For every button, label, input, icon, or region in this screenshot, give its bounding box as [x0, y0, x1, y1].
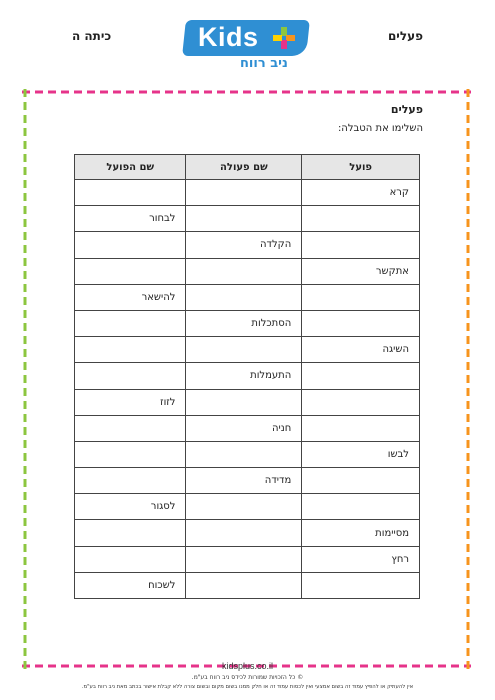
table-cell[interactable] — [186, 284, 302, 310]
column-header: שם פעולה — [186, 155, 302, 180]
table-cell[interactable] — [75, 546, 186, 572]
table-row — [75, 310, 420, 336]
table-cell: להישאר — [75, 284, 186, 310]
table-cell: התעמלות — [186, 363, 302, 389]
table-cell[interactable] — [186, 258, 302, 284]
column-header: פועל — [302, 155, 420, 180]
legal-notice: אין להעתיק או להפיץ עמוד זה בשום אמצעי ואין לכסות עמוד זה או חלק ממנו בשום מקום ובשום צורה ללא קבלת אישור בכתב מאת ניב רווח בע"מ. — [81, 684, 414, 690]
worksheet-instruction: השלימו את הטבלה: — [337, 123, 423, 134]
table-row — [75, 389, 420, 415]
table-cell: לשכוח — [75, 572, 186, 598]
table-cell: אתקשר — [302, 258, 420, 284]
table-row — [75, 284, 420, 310]
table-row — [75, 494, 420, 520]
table-cell[interactable] — [186, 206, 302, 232]
table-cell[interactable] — [75, 337, 186, 363]
table-cell[interactable] — [302, 284, 420, 310]
table-cell[interactable] — [75, 468, 186, 494]
table-row — [75, 520, 420, 546]
table-row — [75, 546, 420, 572]
table-cell[interactable] — [186, 441, 302, 467]
table-cell: רחץ — [302, 546, 420, 572]
plus-icon — [272, 26, 296, 50]
table-row — [75, 363, 420, 389]
table-cell[interactable] — [302, 232, 420, 258]
copyright-text: © כל הזכויות שמורות לכידס ניב רווח בע"מ. — [191, 674, 304, 681]
table-cell[interactable] — [302, 494, 420, 520]
table-cell[interactable] — [302, 389, 420, 415]
table-cell[interactable] — [75, 415, 186, 441]
table-row — [75, 180, 420, 206]
table-cell: הקלדה — [186, 232, 302, 258]
table-row — [75, 415, 420, 441]
table-cell[interactable] — [75, 441, 186, 467]
table-cell[interactable] — [302, 415, 420, 441]
table-cell: מסיימות — [302, 520, 420, 546]
logo-subtitle: ניב רווח — [240, 56, 288, 71]
subject-label: פעלים — [387, 29, 423, 43]
worksheet-title: פעלים — [390, 103, 423, 116]
table-cell: לסגור — [75, 494, 186, 520]
table-cell[interactable] — [186, 520, 302, 546]
table-cell[interactable] — [75, 232, 186, 258]
table-cell[interactable] — [75, 310, 186, 336]
column-header: שם הפועל — [75, 155, 186, 180]
kids-logo — [184, 20, 308, 74]
table-cell: לבחור — [75, 206, 186, 232]
table-cell[interactable] — [75, 520, 186, 546]
table-cell[interactable] — [186, 337, 302, 363]
table-row — [75, 337, 420, 363]
table-header-row — [75, 155, 420, 180]
table-cell: מדידה — [186, 468, 302, 494]
table-cell[interactable] — [75, 363, 186, 389]
verbs-table — [74, 154, 420, 599]
table-cell[interactable] — [186, 494, 302, 520]
table-row — [75, 572, 420, 598]
table-row — [75, 468, 420, 494]
table-cell: הסתכלות — [186, 310, 302, 336]
table-cell: חניה — [186, 415, 302, 441]
table-cell: לבשו — [302, 441, 420, 467]
table-cell[interactable] — [302, 572, 420, 598]
table-cell[interactable] — [302, 206, 420, 232]
website-link[interactable]: kidsplus.co.il — [221, 661, 274, 671]
table-cell[interactable] — [186, 389, 302, 415]
table-cell[interactable] — [186, 180, 302, 206]
table-cell[interactable] — [186, 546, 302, 572]
table-cell: קרא — [302, 180, 420, 206]
table-cell: השיגה — [302, 337, 420, 363]
table-cell[interactable] — [302, 468, 420, 494]
table-row — [75, 206, 420, 232]
logo-word: Kids — [198, 22, 259, 52]
table-cell[interactable] — [302, 310, 420, 336]
table-row — [75, 258, 420, 284]
grade-label: כיתה ה — [72, 29, 112, 43]
table-cell[interactable] — [75, 180, 186, 206]
table-cell: לזוז — [75, 389, 186, 415]
table-cell[interactable] — [302, 363, 420, 389]
table-row — [75, 232, 420, 258]
table-cell[interactable] — [75, 258, 186, 284]
table-row — [75, 441, 420, 467]
table-cell[interactable] — [186, 572, 302, 598]
